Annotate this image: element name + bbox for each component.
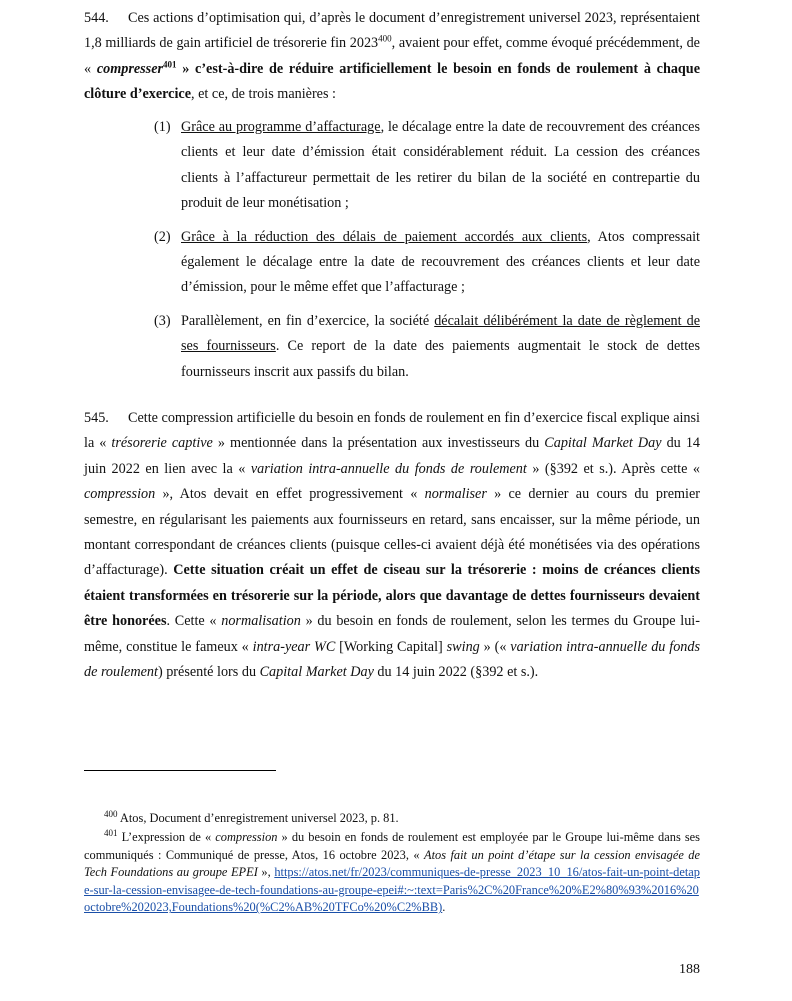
text: du 14 juin 2022 (§392 et s.). [373, 664, 539, 681]
bold-text: Cette situation créait un effet de ciseau sur la trésorerie : moins de créances clients étaient transformées en trésorerie sur la période, alors que davantage de dettes fournisseurs devaient être honorées [84, 562, 701, 630]
text: » du besoin en fonds de roulement, selon les termes du Groupe lui-même, constitue le fameux « [84, 613, 700, 655]
page-number: 188 [679, 962, 700, 977]
list-item [154, 115, 700, 217]
italic-text: normaliser [424, 486, 487, 503]
list-item-body [181, 115, 700, 217]
bold-italic-term: compresser [96, 60, 164, 77]
footnote-text: . [442, 900, 446, 915]
footnote-ref-400[interactable]: 400 [378, 33, 392, 44]
underlined-text: Grâce au programme d’affacturage [181, 119, 381, 135]
text: du 14 juin 2022 en lien avec la « [84, 435, 701, 477]
list-item-body [181, 309, 700, 385]
paragraph-number: 545. [84, 410, 109, 426]
italic-text: Capital Market Day [259, 664, 374, 681]
text: », Atos devait en effet progressivement « [155, 486, 425, 503]
list-item-number: (3) [154, 312, 171, 329]
italic-text: trésorerie captive [111, 435, 213, 452]
paragraph-number: 544. [84, 10, 109, 26]
text: » ce dernier au cours du premier semestre, en régularisant les paiements aux fournisseurs en retard, sans encaisser, sur la même période, un montant correspondant de créances clients (puisque celles-ci avaient déjà été monétisées via des opérations d’affacturage). [84, 486, 700, 579]
text: » (§392 et s.). Après cette « [526, 460, 700, 477]
list-item-body [181, 225, 700, 301]
list-item-number: (1) [154, 119, 171, 135]
footnote-number: 401 [104, 827, 118, 838]
text: [Working Capital] [335, 638, 447, 655]
footnote-400 [84, 810, 700, 828]
italic-text: variation intra-annuelle du fonds de roulement [250, 460, 527, 477]
footnote-text: Atos, Document d’enregistrement universel 2023, p. 81. [117, 811, 399, 825]
paragraph-544 [84, 6, 700, 108]
text: » (« [479, 638, 511, 655]
underlined-text: Grâce à la réduction des délais de paiement accordés aux clients [181, 228, 588, 245]
text: , avaient pour effet, comme évoqué précédemment, de « [84, 35, 700, 77]
text: Cette compression artificielle du besoin en fonds de roulement en fin d’exercice fiscal explique ainsi la « [84, 410, 700, 452]
italic-text: Capital Market Day [544, 435, 662, 452]
enumerated-list [154, 115, 700, 393]
footnote-ref-401[interactable]: 401 [163, 59, 177, 70]
italic-text: intra-year WC [252, 638, 336, 655]
text: » mentionnée dans la présentation aux investisseurs du [212, 435, 545, 452]
text: . Cette « [166, 613, 222, 630]
italic-text: Atos fait un point d’étape sur la cession envisagée de Tech Foundations au groupe EPEI [84, 847, 700, 880]
text: ) présenté lors du [157, 664, 260, 681]
footnote-separator [84, 770, 276, 771]
text: , Atos compressait également le décalage entre la date de recouvrement des créances clients et leur date d’émission, pour le même effet que l’affacturage ; [181, 228, 700, 296]
list-item-number: (2) [154, 228, 171, 245]
text: Parallèlement, en fin d’exercice, la société [181, 312, 435, 329]
list-item [154, 309, 700, 385]
italic-text: compression [215, 830, 278, 844]
footnote-number: 400 [104, 808, 118, 819]
footnote-401 [84, 829, 700, 917]
italic-text: compression [84, 486, 156, 503]
italic-text: variation intra-annuelle du fonds de roulement [84, 638, 700, 681]
text: . Ce report de la date des paiements augmentait le stock de dettes fournisseurs inscrit aux passifs du bilan. [181, 338, 700, 380]
footnote-text: » du besoin en fonds de roulement est employée par le Groupe lui-même dans ses communiqués : Communiqué de presse, Atos, 16 octobre 2023, « [84, 830, 700, 862]
bold-text: » c’est-à-dire de réduire artificiellement le besoin en fonds de roulement à chaque clôture d’exercice [84, 60, 700, 103]
text: Ces actions d’optimisation qui, d’après le document d’enregistrement universel 2023, représentaient 1,8 milliards de gain artificiel de trésorerie fin 2023 [84, 10, 700, 52]
footnote-text: », [257, 865, 275, 880]
footnote-link[interactable]: https://atos.net/fr/2023/communiques-de-presse_2023_10_16/atos-fait-un-point-detape-sur-la-cession-envisagee-de-tech-foundations-au-groupe-epei#:~:text=Paris%2C%20France%20%E2%80%93%2016%20octobre%202023,Foundations%20(%C2%AB%20TFCo%20%C2%BB) [84, 865, 700, 915]
underlined-text: décalait délibérément la date de règlement de ses fournisseurs [181, 312, 700, 355]
italic-text: swing [446, 638, 480, 655]
paragraph-545 [84, 406, 700, 685]
italic-text: normalisation [221, 613, 301, 630]
list-item [154, 225, 700, 301]
text: , le décalage entre la date de recouvrement des créances clients et leur date d’émission était considérablement réduit. La cession des créances clients à l’affactureur permettait de les retirer du bilan de la société en contrepartie du produit de leur monétisation ; [181, 119, 700, 212]
text: , et ce, de trois manières : [191, 86, 336, 103]
footnote-text: L’expression de « [117, 830, 216, 844]
